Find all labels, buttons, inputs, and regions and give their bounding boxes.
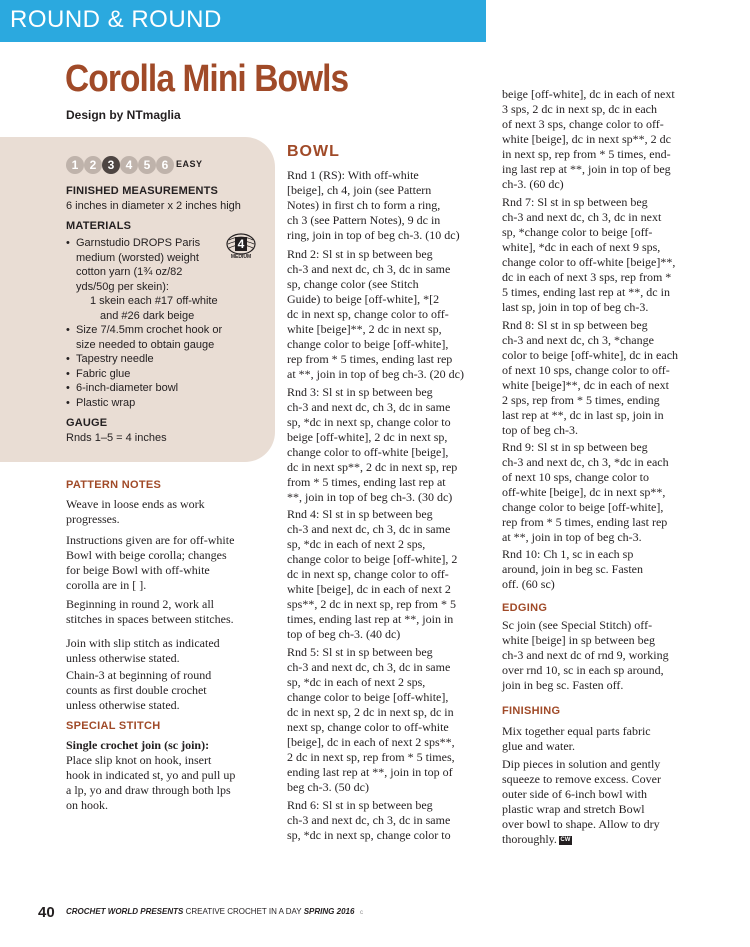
round-7: Rnd 7: Sl st in sp between beg ch-3 and next dc, ch 3, dc in next sp, *change color to beige [off- white], *dc in each of next 9 sps, change color to off-white [beige]**, dc in each of next 3 sps, rep from * 5 times, ending last rep at **, dc in last sp, join in top of beg ch-3. — [502, 195, 676, 314]
round-5: Rnd 5: Sl st in sp between beg ch-3 and next dc, ch 3, dc in same sp, *dc in each of next 2 sps, change color to beige [off-white], dc in next sp, 2 dc in next sp, dc in next sp, change color to off-white [beige], dc in each of next 2 sps**, 2 dc in next sp, rep from * 5 times, ending last rep at **, join in top of beg ch-3. (50 dc) — [287, 645, 455, 794]
finishing-heading: FINISHING — [502, 705, 561, 717]
gauge-text: Rnds 1–5 = 4 inches — [66, 432, 167, 444]
pattern-note: Instructions given are for off-white Bowl with beige corolla; changes for beige Bowl with off-white corolla are in [ ]. — [66, 533, 235, 592]
round-6-continued: beige [off-white], dc in each of next 3 sps, 2 dc in next sp, dc in each of next 3 sps, change color to off- white [beige], dc in next sp**, 2 dc in next sp, rep from * 5 times, end- ing last rep at **, join in top of beg ch-3. (60 dc) — [502, 87, 675, 191]
round-3: Rnd 3: Sl st in sp between beg ch-3 and next dc, ch 3, dc in same sp, *dc in next sp, change color to beige [off-white], 2 dc in next sp, change color to off-white [beige], dc in next sp**, 2 dc in next sp, rep from * 5 times, ending last rep at **, join in top of beg ch-3. (30 dc) — [287, 385, 458, 504]
round-4: Rnd 4: Sl st in sp between beg ch-3 and next dc, ch 3, dc in same sp, *dc in each of next 2 sps, change color to beige [off-white], 2 dc in next sp, change color to off- white [beige], dc in each of next 2 sps**, 2 dc in next sp, rep from * 5 times, ending last rep at **, join in top of beg ch-3. (40 dc) — [287, 507, 458, 641]
round-6: Rnd 6: Sl st in sp between beg ch-3 and next dc, ch 3, dc in same sp, *dc in next sp, change color to — [287, 798, 451, 842]
finishing-step: Mix together equal parts fabric glue and water. — [502, 724, 651, 753]
edging-text: Sc join (see Special Stitch) off- white [beige] in sp between beg ch-3 and next dc of rnd 9, working over rnd 10, sc in each sp around, join in beg sc. Fasten off. — [502, 618, 669, 692]
skill-level-5: 5 — [138, 156, 156, 174]
finished-text: 6 inches in diameter x 2 inches high — [66, 200, 241, 212]
yarn-weight-label: MEDIUM — [230, 254, 252, 260]
material-item-yarn: • Garnstudio DROPS Paris medium (worsted) weight cotton yarn (1¾ oz/82 yds/50g per skein): 1 skein each #17 off-white and #26 dark beige — [66, 237, 218, 322]
material-item-wrap: • Plastic wrap — [66, 397, 136, 409]
skill-level-3-active: 3 — [102, 156, 120, 174]
finishing-step: Dip pieces in solution and gently squeeze to remove excess. Cover outer side of 6-inch bowl with plastic wrap and stretch Bowl over bowl to shape. Allow to dry thoroughly. CW — [502, 757, 661, 846]
material-item-needle: • Tapestry needle — [66, 353, 154, 365]
skill-level-6: 6 — [156, 156, 174, 174]
round-1: Rnd 1 (RS): With off-white [beige], ch 4, join (see Pattern Notes) in first ch to form a ring, ch 3 (see Pattern Notes), 9 dc in ring, join in top of beg ch-3. (10 dc) — [287, 168, 460, 242]
section-tag: ROUND & ROUND — [10, 6, 222, 33]
pattern-notes-heading: PATTERN NOTES — [66, 479, 162, 491]
footer-credit: CROCHET WORLD PRESENTS CREATIVE CROCHET IN A DAY SPRING 2016 — [66, 907, 355, 916]
material-item-bowl: • 6-inch-diameter bowl — [66, 382, 179, 394]
pattern-note: Join with slip stitch as indicated unless otherwise stated. — [66, 636, 220, 665]
skill-level-1: 1 — [66, 156, 84, 174]
end-mark-icon: CW — [560, 836, 571, 843]
material-item-hook: • Size 7/4.5mm crochet hook or size needed to obtain gauge — [66, 324, 223, 351]
round-2: Rnd 2: Sl st in sp between beg ch-3 and next dc, ch 3, dc in same sp, change color (see Stitch Guide) to beige [off-white], *[2 dc in next sp, change color to off- white [beige]**, 2 dc in next sp, change color to beige [off-white], rep from * 5 times, ending last rep at **, join in top of beg ch-3. (20 dc) — [287, 247, 464, 381]
pattern-note: Chain-3 at beginning of round counts as first double crochet unless otherwise stated. — [66, 668, 212, 712]
designer-credit: Design by NTmaglia — [66, 108, 181, 122]
materials-heading: MATERIALS — [66, 220, 132, 232]
gauge-heading: GAUGE — [66, 417, 108, 429]
special-stitch-heading: SPECIAL STITCH — [66, 720, 161, 732]
material-item-glue: • Fabric glue — [66, 368, 131, 380]
skill-level-2: 2 — [84, 156, 102, 174]
section-header-band — [0, 0, 486, 42]
pattern-note: Weave in loose ends as work progresses. — [66, 497, 205, 526]
page-number: 40 — [38, 904, 55, 921]
footer-mark: c — [360, 910, 363, 916]
pattern-note: Beginning in round 2, work all stitches in spaces between stitches. — [66, 597, 234, 626]
yarn-weight-number: 4 — [235, 237, 247, 251]
edging-heading: EDGING — [502, 602, 548, 614]
bowl-heading: BOWL — [287, 143, 340, 160]
round-10: Rnd 10: Ch 1, sc in each sp around, join in beg sc. Fasten off. (60 sc) — [502, 547, 643, 591]
round-9: Rnd 9: Sl st in sp between beg ch-3 and next dc, ch 3, *dc in each of next 10 sps, change color to off-white [beige], dc in next sp**, change color to beige [off-white], rep from * 5 times, ending last rep at **, join in top of beg ch-3. — [502, 440, 669, 544]
page-title: Corolla Mini Bowls — [65, 58, 349, 100]
finished-heading: FINISHED MEASUREMENTS — [66, 185, 219, 197]
skill-label: EASY — [176, 159, 203, 169]
special-stitch-text: Single crochet join (sc join): Place slip knot on hook, insert hook in indicated st, yo and pull up a lp, yo and draw through both lps on hook. — [66, 738, 236, 812]
skill-level-4: 4 — [120, 156, 138, 174]
round-8: Rnd 8: Sl st in sp between beg ch-3 and next dc, ch 3, *change color to beige [off-white], dc in each of next 10 sps, change color to off- white [beige]**, dc in each of next 2 sps, rep from * 5 times, ending last rep at **, dc in last sp, join in top of beg ch-3. — [502, 318, 679, 437]
